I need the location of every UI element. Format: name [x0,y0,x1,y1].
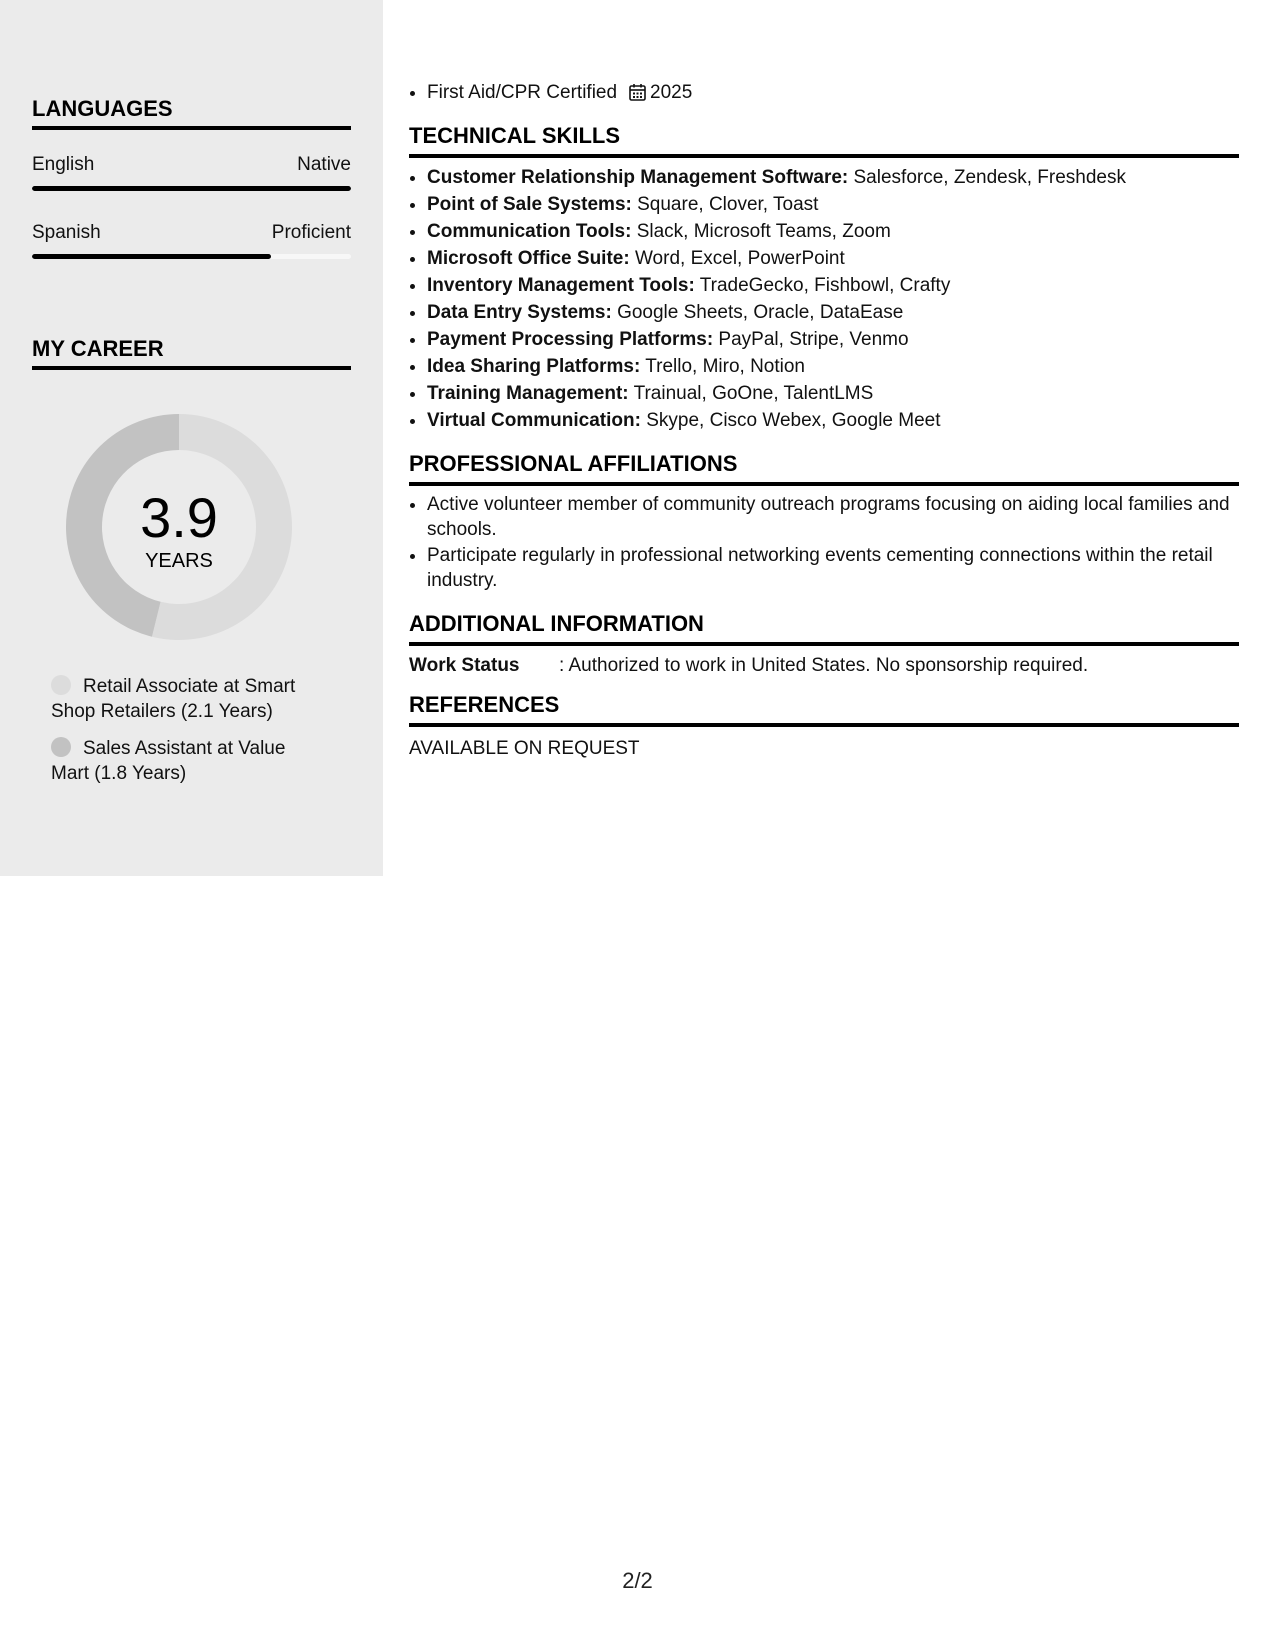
section-divider [409,723,1239,727]
languages-title: LANGUAGES [32,96,173,121]
skill-item [427,353,1239,380]
language-level: Proficient [271,222,351,243]
skill-item [427,218,1239,245]
skill-category: Idea Sharing Platforms: [427,356,641,377]
affiliation-item: • Participate regularly in professional networking events cementing connections within the retail industry. [427,543,1239,593]
technical-skills-title: TECHNICAL SKILLS [409,123,621,148]
skill-item [427,380,1239,407]
section-divider [409,482,1239,486]
certification-year: 2025 [650,82,693,103]
career-legend-item [51,736,311,786]
section-divider [32,126,351,130]
language-item-spanish [32,222,351,259]
language-level: Native [297,154,351,175]
certification-name: First Aid/CPR Certified [427,82,618,103]
skill-category: Customer Relationship Management Software: [427,167,849,188]
skill-item [427,272,1239,299]
technical-skills-section [409,123,1239,434]
skill-values: Trello, Miro, Notion [640,356,806,377]
skill-item [427,326,1239,353]
skill-values: Word, Excel, PowerPoint [629,248,845,269]
calendar-icon [629,83,646,101]
career-section [32,336,351,370]
section-divider [32,366,351,370]
page-number: 2/2 [622,1568,653,1593]
skill-item [427,299,1239,326]
references-section [409,692,1239,761]
work-status-value: : Authorized to work in United States. No sponsorship required. [559,655,1089,676]
legend-swatch [51,737,71,757]
skill-values: Skype, Cisco Webex, Google Meet [640,410,941,431]
career-total-value: 3.9 [140,486,218,549]
language-name: English [32,154,95,175]
skill-category: Microsoft Office Suite: [427,248,630,269]
language-item-english [32,154,351,191]
language-level-fill [32,186,351,191]
skill-values: Google Sheets, Oracle, DataEase [611,302,904,323]
legend-label: Retail Associate at Smart Shop Retailers (2.1 Years) [51,676,296,722]
references-text: AVAILABLE ON REQUEST [409,738,640,759]
skill-category: Training Management: [427,383,629,404]
certification-item [427,79,1239,106]
language-level-bar [32,254,351,259]
skill-values: Salesforce, Zendesk, Freshdesk [848,167,1126,188]
affiliations-title: PROFESSIONAL AFFILIATIONS [409,451,738,476]
skill-values: Square, Clover, Toast [631,194,819,215]
career-legend-item [51,674,311,724]
legend-label: Sales Assistant at Value Mart (1.8 Years) [51,738,286,784]
skill-values: Slack, Microsoft Teams, Zoom [631,221,891,242]
skill-category: Payment Processing Platforms: [427,329,714,350]
work-status-row [409,654,1239,678]
section-divider [409,642,1239,646]
language-level-fill [32,254,271,259]
additional-info-section [409,611,1239,678]
skill-values: PayPal, Stripe, Venmo [713,329,909,350]
affiliations-section [409,451,1239,593]
work-status-label: Work Status [409,655,520,676]
skill-values: Trainual, GoOne, TalentLMS [628,383,874,404]
language-name: Spanish [32,222,101,243]
skill-item [427,407,1239,434]
certifications-section [409,79,1239,106]
skill-item [427,245,1239,272]
career-total-unit: YEARS [145,550,213,572]
references-title: REFERENCES [409,692,560,717]
sidebar [0,0,383,876]
additional-info-title: ADDITIONAL INFORMATION [409,611,704,636]
skill-item [427,164,1239,191]
skill-values: TradeGecko, Fishbowl, Crafty [694,275,951,296]
section-divider [409,154,1239,158]
affiliation-item: • Active volunteer member of community outreach programs focusing on aiding local families and schools. [427,492,1239,542]
skill-category: Inventory Management Tools: [427,275,695,296]
skill-category: Data Entry Systems: [427,302,612,323]
skill-item [427,191,1239,218]
skill-category: Point of Sale Systems: [427,194,632,215]
legend-swatch [51,675,71,695]
languages-section [32,96,351,259]
skill-category: Virtual Communication: [427,410,641,431]
language-level-bar [32,186,351,191]
career-title: MY CAREER [32,336,164,361]
skill-category: Communication Tools: [427,221,632,242]
